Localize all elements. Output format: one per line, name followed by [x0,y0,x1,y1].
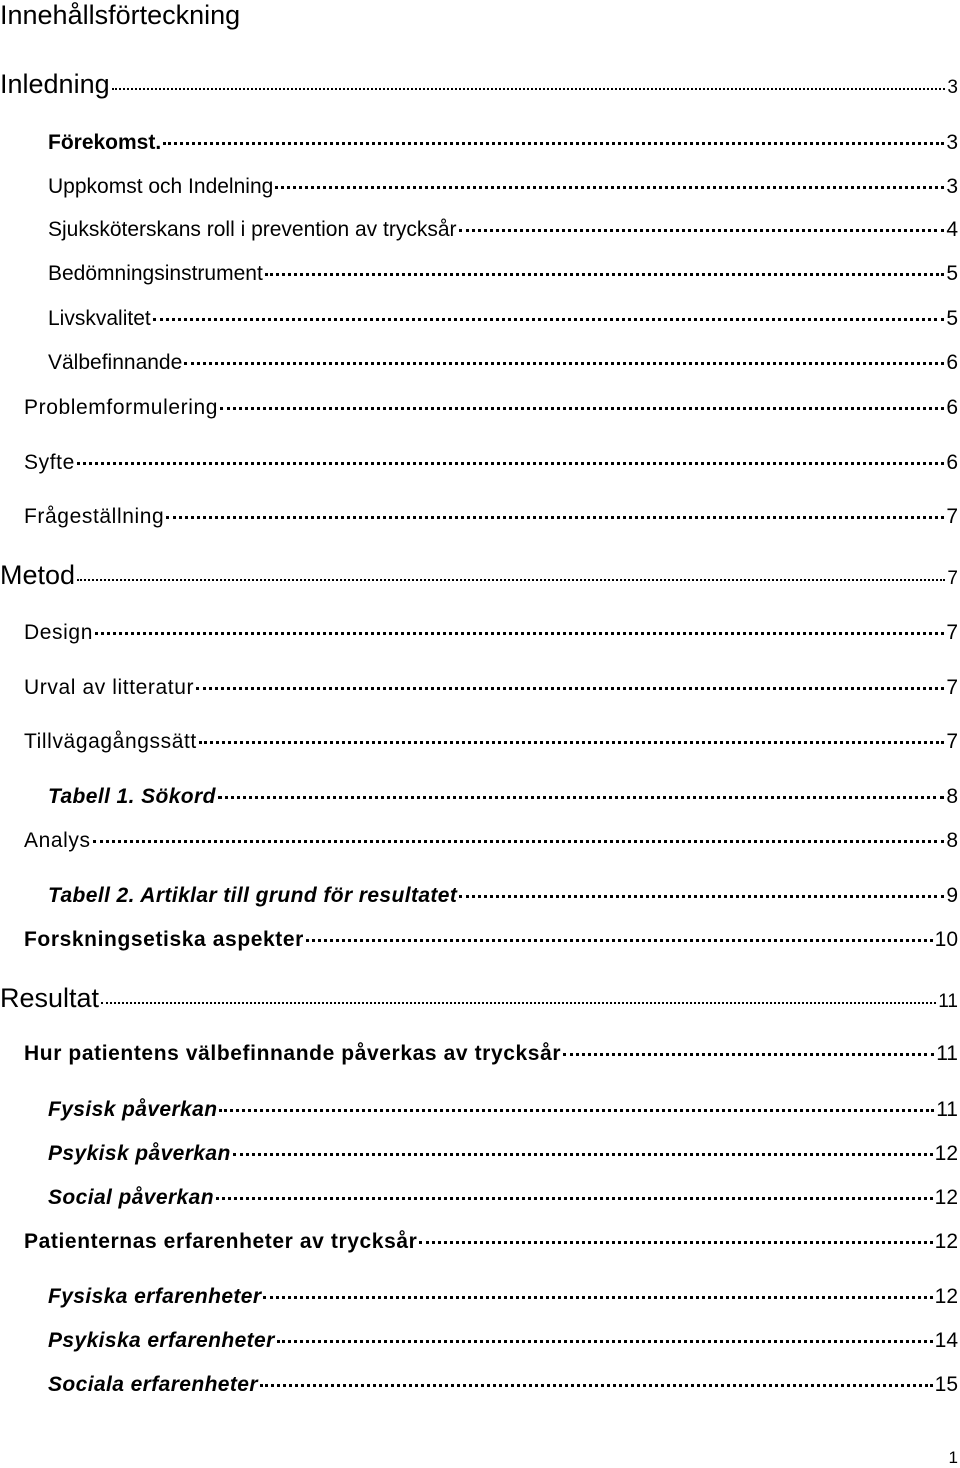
toc-leader [153,318,945,321]
toc-entry-title: Psykiska erfarenheter [48,1329,275,1352]
toc-entry-resultat[interactable] [0,982,960,1018]
toc-page-number: 11 [936,1042,958,1065]
toc-entry-title: Förekomst. [48,131,162,154]
toc-entry-title: Analys [24,829,91,852]
toc-entry-patienternas-erfarenheter[interactable] [0,1229,960,1255]
toc-entry-title: Resultat [0,983,100,1013]
toc-entry-title: Tabell 2. Artiklar till grund för resultatet [48,884,458,907]
toc-page-number: 15 [934,1373,958,1396]
toc-entry-title: Problemformulering [24,396,219,419]
toc-entry-sjukskoterskans-roll[interactable] [0,217,960,243]
toc-leader [277,1340,933,1343]
toc-leader [166,516,944,519]
toc-page-number: 10 [934,928,958,951]
toc-entry-title: Uppkomst och Indelning [48,175,274,198]
toc-page-number: 7 [946,621,958,644]
toc-leader [218,796,944,799]
toc-entry-title: Välbefinnande [48,351,183,374]
toc-page-number: 6 [946,396,958,419]
toc-page-number: 11 [936,1098,958,1121]
toc-leader [184,362,944,365]
toc-entry-fysiska-erfarenheter[interactable] [0,1284,960,1310]
toc-page-number: 3 [946,131,958,154]
toc-page-number: 7 [946,505,958,528]
toc-page-number: 6 [946,451,958,474]
toc-page-number: 12 [934,1230,958,1253]
toc-leader [459,895,944,898]
toc-entry-title: Fysisk påverkan [48,1098,218,1121]
toc-page-number: 6 [946,351,958,374]
toc-page-number: 12 [934,1142,958,1165]
toc-leader [101,1002,936,1004]
toc-entry-valbefinnande[interactable] [0,350,960,376]
toc-page-number: 7 [946,730,958,753]
toc-entry-psykisk-paverkan[interactable] [0,1141,960,1167]
toc-entry-livskvalitet[interactable] [0,306,960,332]
toc-page-number: 3 [946,175,958,198]
toc-page-number: 14 [934,1329,958,1352]
toc-entry-design[interactable] [0,620,960,646]
toc-entry-inledning[interactable] [0,68,960,104]
toc-leader [216,1197,933,1200]
toc-leader [199,741,944,744]
toc-page-number: 12 [934,1285,958,1308]
toc-leader [265,273,945,276]
toc-entry-title: Psykisk påverkan [48,1142,231,1165]
toc-entry-title: Tabell 1. Sökord [48,785,216,808]
toc-leader [260,1384,933,1387]
page-title: Innehållsförteckning [0,0,241,30]
toc-leader [77,462,944,465]
toc-entry-title: Metod [0,560,76,590]
toc-entry-social-paverkan[interactable] [0,1185,960,1211]
toc-page-number: 9 [946,884,958,907]
toc-leader [219,1109,934,1112]
toc-entry-psykiska-erfarenheter[interactable] [0,1328,960,1354]
toc-leader [563,1053,934,1056]
toc-entry-hur-patientens[interactable] [0,1041,960,1067]
toc-leader [77,579,945,581]
toc-entry-title: Hur patientens välbefinnande påverkas av trycksår [24,1042,562,1065]
toc-leader [233,1153,933,1156]
toc-page-number: 5 [946,262,958,285]
toc-leader [263,1296,932,1299]
toc-leader [275,186,944,189]
toc-entry-title: Syfte [24,451,75,474]
toc-leader [306,939,933,942]
toc-entry-title: Urval av litteratur [24,676,195,699]
toc-entry-title: Tillvägagångssätt [24,730,197,753]
toc-leader [196,687,944,690]
toc-leader [93,840,945,843]
toc-page-number: 7 [946,676,958,699]
toc-page-number: 8 [946,785,958,808]
toc-page-number: 11 [938,991,958,1012]
toc-entry-tabell-1[interactable] [0,784,960,810]
toc-entry-title: Livskvalitet [48,307,151,330]
toc-leader [95,632,944,635]
toc-page-number: 7 [947,568,958,589]
toc-entry-title: Social påverkan [48,1186,214,1209]
toc-entry-syfte[interactable] [0,450,960,476]
toc-page-number: 8 [946,829,958,852]
toc-entry-title: Sociala erfarenheter [48,1373,258,1396]
toc-page-number: 4 [946,218,958,241]
toc-entry-forskningsetiska[interactable] [0,927,960,953]
toc-leader [459,229,945,232]
toc-page-number: 3 [947,77,958,98]
toc-entry-bedomningsinstrument[interactable] [0,261,960,287]
toc-page-number: 12 [934,1186,958,1209]
toc-entry-title: Patienternas erfarenheter av trycksår [24,1230,418,1253]
toc-leader [112,88,946,90]
toc-entry-tabell-2[interactable] [0,883,960,909]
toc-entry-title: Frågeställning [24,505,165,528]
toc-entry-problemformulering[interactable] [0,395,960,421]
toc-entry-forekomst[interactable] [0,130,960,156]
toc-entry-title: Forskningsetiska aspekter [24,928,304,951]
toc-leader [220,407,944,410]
toc-entry-uppkomst[interactable] [0,174,960,200]
toc-leader [163,142,944,145]
toc-entry-sociala-erfarenheter[interactable] [0,1372,960,1398]
toc-entry-title: Fysiska erfarenheter [48,1285,262,1308]
footer-page-number: 1 [948,1448,958,1467]
toc-entry-title: Inledning [0,69,110,99]
toc-entry-tillvagagangssatt[interactable] [0,729,960,755]
toc-entry-fragestallning[interactable] [0,504,960,530]
toc-entry-urval[interactable] [0,675,960,701]
toc-leader [419,1241,932,1244]
toc-entry-fysisk-paverkan[interactable] [0,1097,960,1123]
toc-entry-analys[interactable] [0,828,960,854]
toc-entry-title: Sjuksköterskans roll i prevention av trycksår [48,218,457,241]
toc-entry-title: Design [24,621,93,644]
toc-entry-title: Bedömningsinstrument [48,262,263,285]
toc-entry-metod[interactable] [0,559,960,595]
toc-page-number: 5 [946,307,958,330]
